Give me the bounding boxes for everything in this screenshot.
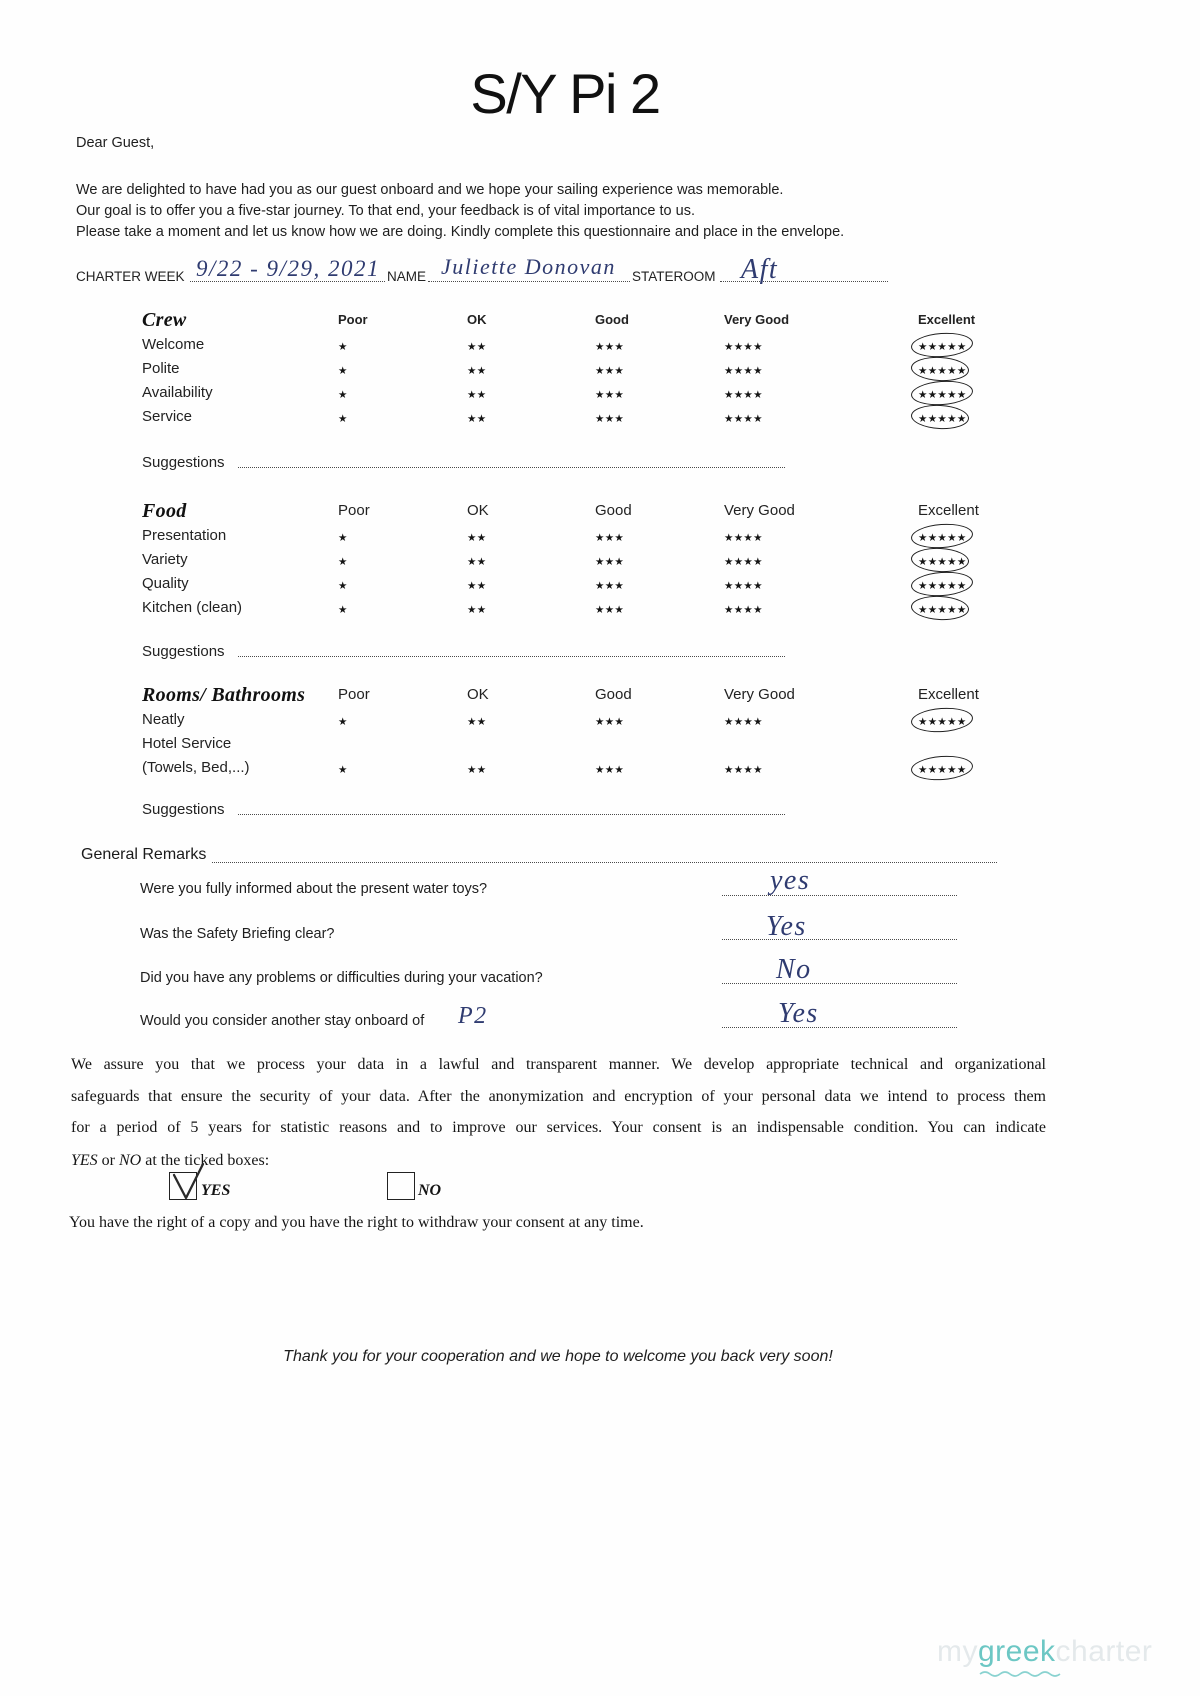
stars-icon: ★★★★★	[918, 532, 967, 544]
rating-option-excellent	[918, 381, 967, 405]
rating-row	[0, 524, 1200, 548]
suggestions-label: Suggestions	[142, 643, 225, 660]
column-header-excellent: Excellent	[918, 502, 979, 519]
rating-option-excellent	[918, 708, 967, 732]
rating-row-label: Kitchen (clean)	[142, 599, 243, 616]
rating-option-very-good	[724, 357, 763, 381]
rating-row-label: Variety	[142, 551, 188, 568]
rating-row-label: Presentation	[142, 527, 227, 544]
rating-option-poor	[338, 548, 348, 572]
rating-option-poor	[338, 381, 348, 405]
rating-row	[0, 381, 1200, 405]
stars-icon: ★★★★★	[918, 341, 967, 353]
rating-option-very-good	[724, 381, 763, 405]
stars-icon: ★★★★★	[918, 413, 967, 425]
column-header-excellent: Excellent	[918, 312, 976, 327]
rating-option-excellent	[918, 756, 967, 780]
stars-icon: ★★★	[595, 556, 625, 568]
selection-circle	[910, 403, 969, 430]
rating-option-good	[595, 548, 624, 572]
stars-icon: ★★★★★	[918, 580, 967, 592]
stars-icon: ★★	[467, 341, 487, 353]
charter-week-label: CHARTER WEEK	[76, 269, 185, 284]
intro-line: We are delighted to have had you as our guest onboard and we hope your sailing experience was memorable.	[76, 182, 784, 198]
rating-option-good	[595, 405, 624, 429]
answer-problems: No	[776, 954, 812, 985]
selection-circle	[910, 379, 974, 407]
rating-option-good	[595, 333, 624, 357]
suggestions-row	[0, 640, 1200, 664]
stateroom-label: STATEROOM	[632, 269, 716, 284]
name-value: Juliette Donovan	[441, 254, 616, 279]
watermark-suffix: charter	[1055, 1635, 1153, 1668]
selection-circle	[910, 594, 969, 621]
greeting: Dear Guest,	[76, 135, 155, 151]
watermark-prefix: my	[937, 1635, 978, 1668]
rating-row	[0, 548, 1200, 572]
column-header-poor: Poor	[338, 312, 368, 327]
stars-icon: ★★★★	[724, 365, 763, 377]
another-stay-yacht-name: P2	[458, 1003, 488, 1029]
rating-row-label: Neatly	[142, 711, 185, 728]
stars-icon: ★★★★	[724, 764, 763, 776]
answer-safety-briefing: Yes	[766, 911, 807, 942]
column-header-excellent: Excellent	[918, 686, 979, 703]
rating-section-crew	[0, 307, 1200, 475]
rating-option-good	[595, 524, 624, 548]
rating-row	[0, 732, 1200, 756]
rating-option-ok	[467, 357, 486, 381]
consent-no-checkbox	[387, 1172, 415, 1200]
rating-option-excellent	[918, 572, 967, 596]
rating-option-excellent	[918, 333, 967, 357]
suggestions-row	[0, 798, 1200, 822]
rating-option-good	[595, 756, 624, 780]
general-remarks-dotted-line	[212, 862, 997, 863]
stars-icon: ★	[338, 341, 348, 353]
stars-icon: ★★★★	[724, 556, 763, 568]
rating-option-poor	[338, 596, 348, 620]
rating-row	[0, 572, 1200, 596]
rating-option-very-good	[724, 405, 763, 429]
column-header-poor: Poor	[338, 502, 370, 519]
rating-option-excellent	[918, 357, 967, 381]
rating-option-ok	[467, 596, 486, 620]
stars-icon: ★	[338, 556, 348, 568]
suggestions-row	[0, 451, 1200, 475]
rating-option-very-good	[724, 333, 763, 357]
column-header-very-good: Very Good	[724, 502, 795, 519]
rating-option-ok	[467, 333, 486, 357]
stars-icon: ★★★★	[724, 604, 763, 616]
stars-icon: ★	[338, 365, 348, 377]
column-header-ok: OK	[467, 686, 489, 703]
selection-circle	[910, 706, 974, 734]
rating-row	[0, 357, 1200, 381]
stars-icon: ★★	[467, 413, 487, 425]
wave-icon	[979, 1669, 1065, 1678]
answer-dotted-line	[722, 983, 957, 984]
privacy-rest: at the ticked boxes:	[145, 1152, 270, 1169]
stars-icon: ★★★★★	[918, 604, 967, 616]
stars-icon: ★★★★	[724, 580, 763, 592]
stars-icon: ★★	[467, 764, 487, 776]
stars-icon: ★★★★	[724, 341, 763, 353]
column-header-good: Good	[595, 686, 632, 703]
stars-icon: ★★★	[595, 580, 625, 592]
column-header-good: Good	[595, 502, 632, 519]
stars-icon: ★	[338, 604, 348, 616]
stateroom-value: Aft	[741, 254, 779, 285]
rating-option-good	[595, 572, 624, 596]
rating-row-label: Welcome	[142, 336, 205, 353]
stars-icon: ★★	[467, 556, 487, 568]
rating-row-label: Hotel Service	[142, 735, 232, 752]
intro-line: Our goal is to offer you a five-star journey. To that end, your feedback is of vital importance to us.	[76, 203, 695, 219]
stars-icon: ★★	[467, 365, 487, 377]
rating-row-label: Availability	[142, 384, 213, 401]
stars-icon: ★★★	[595, 716, 625, 728]
consent-no-label: NO	[418, 1182, 442, 1199]
rating-option-poor	[338, 357, 348, 381]
rating-option-excellent	[918, 548, 967, 572]
selection-circle	[910, 522, 974, 550]
stars-icon: ★★	[467, 580, 487, 592]
rating-option-good	[595, 381, 624, 405]
column-header-ok: OK	[467, 312, 487, 327]
privacy-line: for a period of 5 years for statistic reasons and to improve our services. Your consent is an indispensable condition. You can indicate	[71, 1119, 1046, 1136]
rating-option-ok	[467, 756, 486, 780]
selection-circle	[910, 331, 974, 359]
rating-option-poor	[338, 405, 348, 429]
charter-week-value: 9/22 - 9/29, 2021	[196, 256, 380, 281]
rating-row-label-line2: (Towels, Bed,...)	[142, 759, 250, 776]
rating-option-excellent	[918, 524, 967, 548]
privacy-no-word: NO	[119, 1152, 142, 1169]
rating-option-ok	[467, 381, 486, 405]
stars-icon: ★★★★	[724, 532, 763, 544]
stars-icon: ★	[338, 532, 348, 544]
rating-option-very-good	[724, 756, 763, 780]
answer-dotted-line	[722, 895, 957, 896]
privacy-line: safeguards that ensure the security of your data. After the anonymization and encryption of your personal data we intend to process them	[71, 1088, 1046, 1105]
rating-option-ok	[467, 405, 486, 429]
suggestions-dotted-line	[238, 656, 785, 657]
stars-icon: ★★★	[595, 341, 625, 353]
rating-option-very-good	[724, 572, 763, 596]
rating-option-very-good	[724, 524, 763, 548]
stars-icon: ★★★★★	[918, 764, 967, 776]
rating-option-ok	[467, 524, 486, 548]
rating-option-poor	[338, 572, 348, 596]
section-header-row	[0, 498, 1200, 524]
rating-option-poor	[338, 333, 348, 357]
rating-row	[0, 596, 1200, 620]
rights-statement: You have the right of a copy and you have the right to withdraw your consent at any time.	[69, 1214, 644, 1231]
rating-section-rooms-bathrooms	[0, 682, 1200, 822]
stars-icon: ★★★	[595, 389, 625, 401]
column-header-very-good: Very Good	[724, 312, 790, 327]
rating-option-ok	[467, 572, 486, 596]
suggestions-dotted-line	[238, 814, 785, 815]
rating-option-poor	[338, 756, 348, 780]
stars-icon: ★	[338, 389, 348, 401]
privacy-yes-word: YES	[71, 1152, 98, 1169]
privacy-or-word: or	[101, 1152, 115, 1169]
question-problems: Did you have any problems or difficulties during your vacation?	[140, 970, 543, 986]
stars-icon: ★★	[467, 604, 487, 616]
rating-row	[0, 333, 1200, 357]
selection-circle	[910, 546, 969, 573]
column-header-good: Good	[595, 312, 629, 327]
rating-option-ok	[467, 708, 486, 732]
rating-option-very-good	[724, 596, 763, 620]
suggestions-dotted-line	[238, 467, 785, 468]
stars-icon: ★★★★★	[918, 556, 967, 568]
suggestions-label: Suggestions	[142, 801, 225, 818]
section-title: Rooms/ Bathrooms	[142, 684, 306, 706]
question-water-toys: Were you fully informed about the present water toys?	[140, 881, 488, 897]
section-title: Food	[142, 500, 187, 522]
stars-icon: ★★★★	[724, 389, 763, 401]
rating-row	[0, 708, 1200, 732]
stars-icon: ★★★	[595, 604, 625, 616]
rating-option-excellent	[918, 405, 967, 429]
rating-option-poor	[338, 524, 348, 548]
rating-option-good	[595, 596, 624, 620]
answer-dotted-line	[722, 939, 957, 940]
rating-row	[0, 405, 1200, 429]
column-header-ok: OK	[467, 502, 489, 519]
stars-icon: ★★★★★	[918, 365, 967, 377]
stars-icon: ★★	[467, 532, 487, 544]
stars-icon: ★★★★	[724, 716, 763, 728]
stars-icon: ★	[338, 716, 348, 728]
rating-row-continued	[0, 756, 1200, 780]
stars-icon: ★★★	[595, 532, 625, 544]
rating-option-ok	[467, 548, 486, 572]
section-header-row	[0, 307, 1200, 333]
name-label: NAME	[387, 269, 427, 284]
answer-another-stay: Yes	[778, 998, 819, 1029]
general-remarks-label: General Remarks	[81, 846, 207, 863]
stars-icon: ★★★★	[724, 413, 763, 425]
consent-yes-label: YES	[201, 1182, 231, 1199]
question-safety-briefing: Was the Safety Briefing clear?	[140, 926, 335, 942]
selection-circle	[910, 754, 974, 782]
rating-option-good	[595, 708, 624, 732]
column-header-very-good: Very Good	[724, 686, 795, 703]
watermark-brand: greek	[978, 1635, 1056, 1668]
answer-dotted-line	[722, 1027, 957, 1028]
privacy-last-line	[71, 1150, 1046, 1172]
intro-line: Please take a moment and let us know how we are doing. Kindly complete this questionnaire and place in the envelope.	[76, 224, 845, 240]
stars-icon: ★★★	[595, 413, 625, 425]
stars-icon: ★★	[467, 389, 487, 401]
stars-icon: ★	[338, 764, 348, 776]
rating-option-very-good	[724, 708, 763, 732]
answer-water-toys: yes	[770, 865, 811, 896]
rating-section-food	[0, 498, 1200, 664]
watermark-logo	[937, 1634, 1152, 1670]
rating-row-label: Polite	[142, 360, 180, 377]
stars-icon: ★	[338, 413, 348, 425]
stars-icon: ★	[338, 580, 348, 592]
privacy-line: We assure you that we process your data in a lawful and transparent manner. We develop appropriate technical and organizational	[71, 1056, 1046, 1073]
stars-icon: ★★★	[595, 764, 625, 776]
column-header-poor: Poor	[338, 686, 370, 703]
rating-option-very-good	[724, 548, 763, 572]
stars-icon: ★★★★★	[918, 389, 967, 401]
stars-icon: ★★★	[595, 365, 625, 377]
stars-icon: ★★	[467, 716, 487, 728]
rating-option-poor	[338, 708, 348, 732]
stars-icon: ★★★★★	[918, 716, 967, 728]
closing-message: Thank you for your cooperation and we hope to welcome you back very soon!	[283, 1348, 833, 1365]
rating-option-good	[595, 357, 624, 381]
rating-row-label: Quality	[142, 575, 189, 592]
selection-circle	[910, 570, 974, 598]
section-header-row	[0, 682, 1200, 708]
question-another-stay: Would you consider another stay onboard of	[140, 1013, 425, 1029]
section-title: Crew	[142, 309, 187, 331]
selection-circle	[910, 355, 969, 382]
document-title: S/Y Pi 2	[470, 62, 660, 125]
rating-option-excellent	[918, 596, 967, 620]
rating-row-label: Service	[142, 408, 193, 425]
suggestions-label: Suggestions	[142, 454, 225, 471]
